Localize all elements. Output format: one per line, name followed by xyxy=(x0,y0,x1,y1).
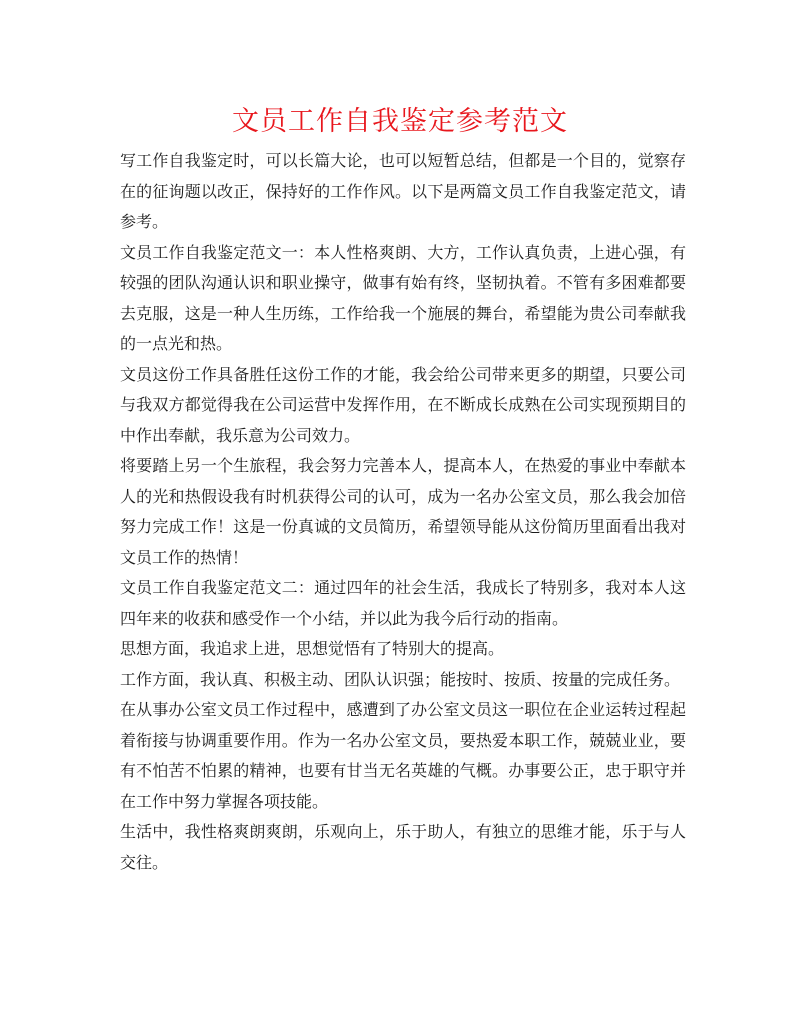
paragraph-sample-one-continued: 文员这份工作具备胜任这份工作的才能，我会给公司带来更多的期望，只要公司与我双方都觉得我在公司运营中发挥作用，在不断成长成熟在公司实现预期目的中作出奉献，我乐意为公司效力。 xyxy=(120,364,686,445)
paragraph-sample-two: 文员工作自我鉴定范文二：通过四年的社会生活，我成长了特别多，我对本人这四年来的收获和感受作一个小结，并以此为我今后行动的指南。 xyxy=(120,578,686,628)
document-title: 文员工作自我鉴定参考范文 xyxy=(232,106,568,137)
paragraph-work: 工作方面，我认真、积极主动、团队认识强；能按时、按质、按量的完成任务。 xyxy=(120,669,681,689)
paragraph-sample-one: 文员工作自我鉴定范文一：本人性格爽朗、大方，工作认真负责，上进心强，有较强的团队沟通认识和职业操守，做事有始有终，坚韧执着。不管有多困难都要去克服，这是一种人生历练，工作给我一个施展的舞台，希望能为贵公司奉献我的一点光和热。 xyxy=(120,242,686,353)
paragraph-office-clerk: 在从事办公室文员工作过程中，感遭到了办公室文员这一职位在企业运转过程起着衔接与协调重要作用。作为一名办公室文员，要热爱本职工作，兢兢业业，要有不怕苦不怕累的精神，也要有甘当无名英雄的气概。办事要公正，忠于职守并在工作中努力掌握各项技能。 xyxy=(120,700,686,811)
document-body xyxy=(120,146,686,878)
paragraph-life: 生活中，我性格爽朗爽朗，乐观向上，乐于助人，有独立的思维才能，乐于与人交往。 xyxy=(120,822,686,872)
paragraph-thought: 思想方面，我追求上进，思想觉悟有了特别大的提高。 xyxy=(120,639,505,658)
paragraph-intro: 写工作自我鉴定时，可以长篇大论，也可以短暂总结，但都是一个目的，觉察存在的征询题以改正，保持好的工作作风。以下是两篇文员工作自我鉴定范文，请参考。 xyxy=(120,151,686,231)
paragraph-sample-one-closing: 将要踏上另一个生旅程，我会努力完善本人，提高本人，在热爱的事业中奉献本人的光和热假设我有时机获得公司的认可，成为一名办公室文员，那么我会加倍努力完成工作！这是一份真诚的文员简历，希望领导能从这份简历里面看出我对文员工作的热情！ xyxy=(120,456,686,567)
